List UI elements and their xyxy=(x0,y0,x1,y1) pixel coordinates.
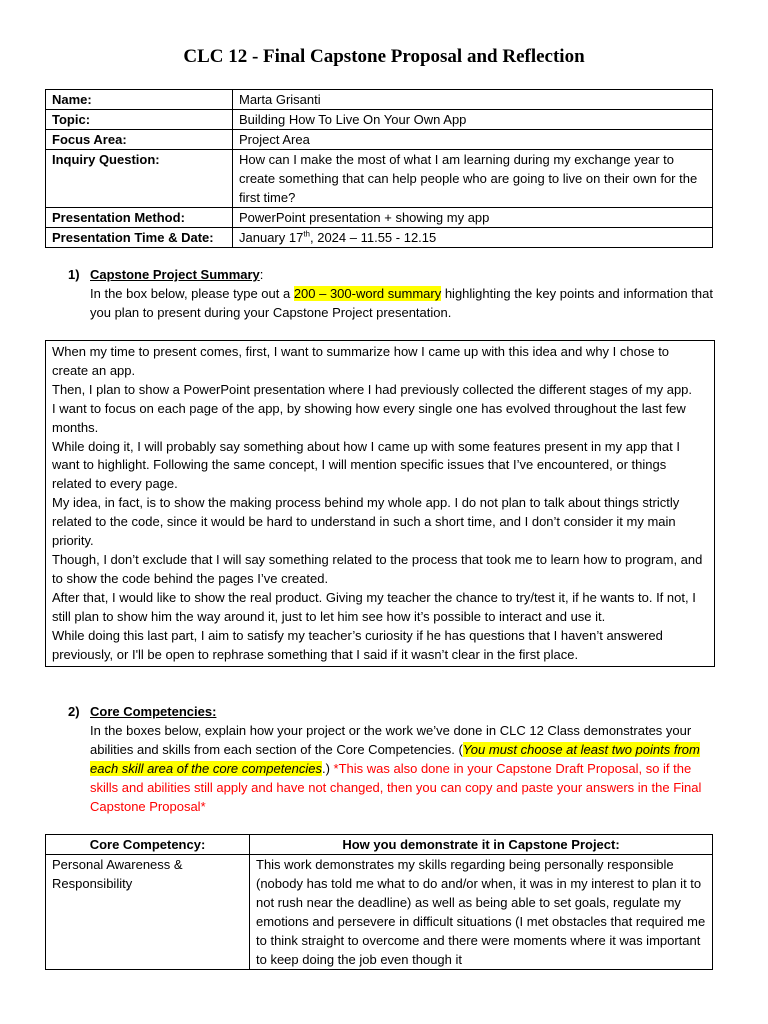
presentation-method-label: Presentation Method: xyxy=(46,208,233,228)
competency-description: This work demonstrates my skills regarding being personally responsible (nobody has told me what to do and/or when, it was in my interest to plan it to not rush near the deadline) as well as being able to set goals, regulate my emotions and persevere in difficult situations (I met obstacles that required me to think straight to overcome and there were moments where it was important to keep doing the job even though it xyxy=(250,855,713,970)
instruction-text: In the box below, please type out a xyxy=(90,286,294,301)
table-header-row xyxy=(46,835,713,855)
section-title-suffix: : xyxy=(259,267,264,282)
table-row xyxy=(46,110,713,130)
name-label: Name: xyxy=(46,90,233,110)
section-title: Capstone Project Summary xyxy=(90,267,260,282)
table-row xyxy=(46,208,713,228)
red-note: *This was also done in your Capstone Draft Proposal, so if the skills and abilities still apply and have not changed, then you can copy and paste your answers in the Final Capstone Proposal* xyxy=(90,761,702,814)
presentation-method-value: PowerPoint presentation + showing my app xyxy=(233,208,713,228)
topic-value: Building How To Live On Your Own App xyxy=(233,110,713,130)
core-competency-table xyxy=(45,834,713,970)
ordinal-suffix: th xyxy=(303,229,310,239)
table-row xyxy=(46,130,713,150)
inquiry-question-label: Inquiry Question: xyxy=(46,150,233,208)
section-instructions xyxy=(68,721,718,816)
summary-paragraph: After that, I would like to show the real product. Giving my teacher the chance to try/test it, if he wants to. If not, I still plan to show him the way around it, just to let him see how it’s possible to interact and use it. xyxy=(52,589,696,624)
section-core-competencies xyxy=(68,702,718,816)
focus-area-label: Focus Area: xyxy=(46,130,233,150)
section-capstone-summary xyxy=(68,265,718,322)
section-number: 2) xyxy=(68,704,80,719)
instruction-text: highlighting the key points and information that you plan to present during your Capstone Project presentation. xyxy=(90,286,713,320)
section-heading xyxy=(68,265,718,284)
summary-paragraph: When my time to present comes, first, I want to summarize how I came up with this idea and why I chose to create an app. xyxy=(52,344,670,378)
info-table xyxy=(45,89,713,248)
column-header: How you demonstrate it in Capstone Project: xyxy=(250,835,713,855)
section-heading xyxy=(68,702,718,721)
summary-paragraph: I want to focus on each page of the app, by showing how every single one has evolved throughout the last few months. xyxy=(52,400,686,435)
topic-label: Topic: xyxy=(46,110,233,130)
instruction-text: In the boxes below, explain how your project or the work we’ve done in CLC 12 Class demonstrates your abilities and skills from each section of the Core Competencies. ( xyxy=(90,723,692,757)
name-value: Marta Grisanti xyxy=(233,90,713,110)
document-title: CLC 12 - Final Capstone Proposal and Reflection xyxy=(183,46,585,67)
summary-paragraph: Then, I plan to show a PowerPoint presentation where I had previously collected the different stages of my app. xyxy=(52,381,693,397)
table-row xyxy=(46,150,713,208)
highlighted-word-count: 200 – 300-word summary xyxy=(293,286,442,301)
summary-box xyxy=(45,340,715,667)
competency-name: Personal Awareness & Responsibility xyxy=(46,855,250,970)
table-row xyxy=(46,90,713,110)
focus-area-value: Project Area xyxy=(233,130,713,150)
summary-paragraph: While doing this last part, I aim to satisfy my teacher’s curiosity if he has questions that I haven’t answered previously, or I'll be open to rephrase something that I said if it wasn’t clear in the first place. xyxy=(52,627,663,662)
presentation-time-label: Presentation Time & Date: xyxy=(46,228,233,248)
section-number: 1) xyxy=(68,267,80,282)
summary-paragraph: My idea, in fact, is to show the making process behind my whole app. I do not plan to talk about things strictly related to the code, since it would be hard to understand in such a short time, and I don’t consider it my main priority. xyxy=(52,495,680,549)
highlighted-requirement: You must choose at least two points from each skill area of the core competencies xyxy=(90,742,700,776)
presentation-time-value xyxy=(233,228,713,248)
column-header: Core Competency: xyxy=(46,835,250,855)
time-date-text: January 17 xyxy=(239,230,304,245)
inquiry-question-value: How can I make the most of what I am learning during my exchange year to create something that can help people who are going to live on their own for the first time? xyxy=(233,150,713,208)
section-instructions xyxy=(68,284,718,322)
summary-paragraph: While doing it, I will probably say something about how I came up with some features present in my app that I want to highlight. Following the same concept, I will mention specific issues that I’ve encountered, or things related to every page. xyxy=(52,438,680,492)
summary-paragraph: Though, I don’t exclude that I will say something related to the process that took me to learn how to program, and to show the code behind the pages I’ve created. xyxy=(52,551,703,586)
section-title: Core Competencies: xyxy=(90,704,217,719)
table-row xyxy=(46,228,713,248)
time-range-text: , 2024 – 11.55 - 12.15 xyxy=(310,230,437,245)
table-row xyxy=(46,855,713,970)
instruction-text: .) xyxy=(321,761,334,776)
